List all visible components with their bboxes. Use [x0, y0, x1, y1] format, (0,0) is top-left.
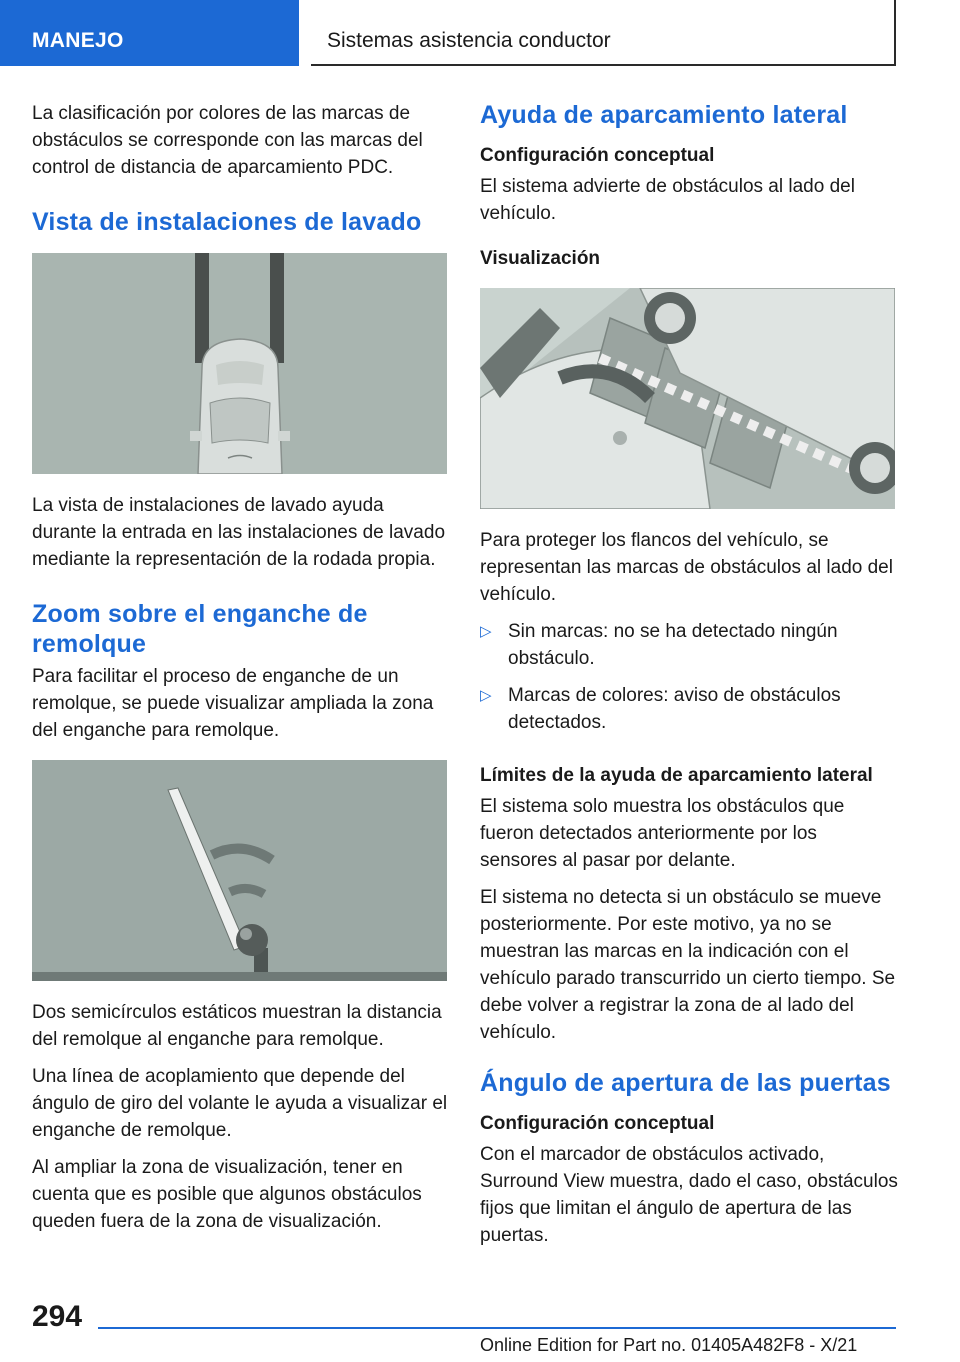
list-item — [480, 618, 898, 672]
markers-list — [480, 618, 898, 736]
list-item-text: Marcas de colores: aviso de obstáculos detectados. — [508, 685, 841, 733]
side-parking-illustration — [480, 288, 895, 509]
heading-side-parking: Ayuda de aparcamiento lateral — [480, 101, 848, 129]
triangle-bullet-icon: ▷ — [480, 623, 492, 640]
left-column — [32, 100, 450, 1245]
zoom-note-paragraph: Al ampliar la zona de visualización, tener en cuenta que es posible que algunos obstáculos queden fuera de la zona de visualización. — [32, 1157, 422, 1232]
intro-paragraph: La clasificación por colores de las marcas de obstáculos se corresponde con las marcas del control de distancia de aparcamiento PDC. — [32, 103, 423, 178]
heading-hitch-zoom: Zoom sobre el enganche de remolque — [32, 600, 368, 658]
subheading-limits: Límites de la ayuda de aparcamiento lateral — [480, 765, 873, 786]
hitch-zoom-illustration — [32, 760, 447, 981]
right-column — [480, 100, 898, 1259]
subheading-display: Visualización — [480, 248, 601, 269]
chapter-title: Sistemas asistencia conductor — [327, 29, 611, 52]
doors-paragraph: Con el marcador de obstáculos activado, Surround View muestra, dado el caso, obstáculos fijos que limitan el ángulo de apertura de las puertas. — [480, 1144, 898, 1246]
page-number: 294 — [32, 1300, 83, 1333]
limits-paragraph-2: El sistema no detecta si un obstáculo se mueve posteriormente. Por este motivo, ya no se muestran las marcas en la indicación con el vehículo parado transcurrido un cierto tiempo. Se debe volver a registrar la zona de al lado del vehículo. — [480, 887, 896, 1043]
list-item — [480, 682, 898, 736]
semicircles-paragraph: Dos semicírculos estáticos muestran la distancia del remolque al enganche para remolque. — [32, 1002, 442, 1050]
limits-paragraph-1: El sistema solo muestra los obstáculos que fueron detectados anteriormente por los sensores al pasar por delante. — [480, 796, 845, 871]
car-wash-paragraph: La vista de instalaciones de lavado ayuda durante la entrada en las instalaciones de lavado mediante la representación de la rodada propia. — [32, 495, 446, 570]
coupling-line-paragraph: Una línea de acoplamiento que depende del ángulo de giro del volante le ayuda a visualizar el enganche de remolque. — [32, 1066, 448, 1141]
car-wash-view-illustration — [32, 253, 447, 474]
hitch-zoom-paragraph: Para facilitar el proceso de enganche de un remolque, se puede visualizar ampliada la zona del enganche para remolque. — [32, 666, 434, 741]
concept-paragraph: El sistema advierte de obstáculos al lado del vehículo. — [480, 176, 855, 224]
section-tab: MANEJO — [0, 0, 299, 66]
protect-paragraph: Para proteger los flancos del vehículo, se representan las marcas de obstáculos al lado del vehículo. — [480, 530, 893, 605]
edition-text: Online Edition for Part no. 01405A482F8 - X/21 — [480, 1335, 858, 1355]
heading-car-wash-view: Vista de instalaciones de lavado — [32, 208, 422, 236]
list-item-text: Sin marcas: no se ha detectado ningún obstáculo. — [508, 621, 838, 669]
subheading-concept: Configuración conceptual — [480, 145, 715, 166]
heading-door-angle: Ángulo de apertura de las puertas — [480, 1069, 891, 1097]
footer-rule — [98, 1327, 896, 1329]
triangle-bullet-icon: ▷ — [480, 687, 492, 704]
subheading-concept-2: Configuración conceptual — [480, 1113, 715, 1134]
